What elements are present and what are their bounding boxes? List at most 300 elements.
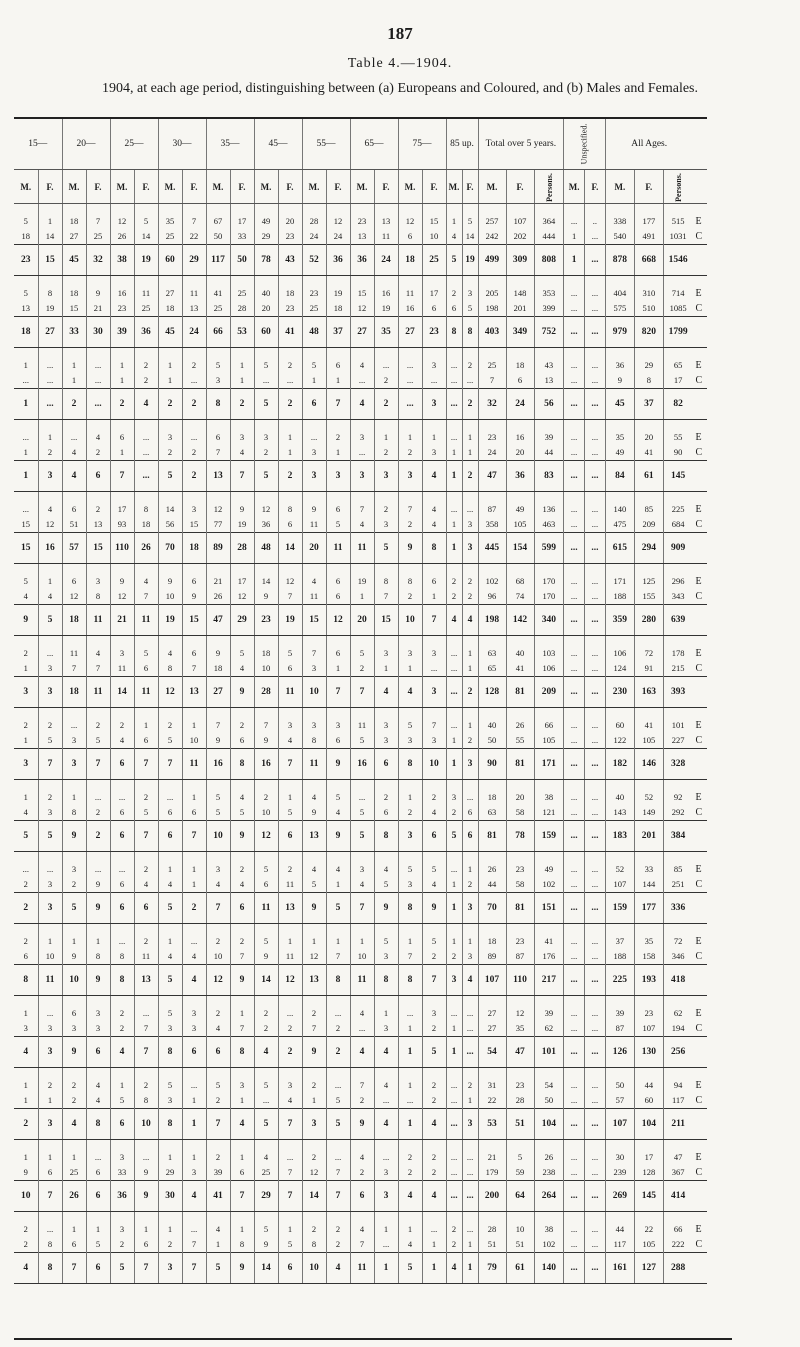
table-cell: 146 <box>634 749 663 780</box>
table-cell: ... <box>585 677 606 708</box>
total-row <box>14 677 707 708</box>
table-cell: 4 <box>38 589 62 605</box>
table-cell: 23 <box>350 204 374 230</box>
table-cell: ... <box>446 1068 462 1094</box>
table-cell: 2 <box>86 805 110 821</box>
table-cell: 35 <box>506 1021 534 1037</box>
table-cell: 124 <box>605 661 634 677</box>
table-cell: 3 <box>350 852 374 878</box>
table-cell: ... <box>564 852 585 878</box>
table-cell: 8 <box>398 893 422 924</box>
table-cell: 2 <box>23 720 28 730</box>
table-cell: 51 <box>478 1237 506 1253</box>
table-cell: 1 <box>278 445 302 461</box>
table-cell: 32 <box>86 245 110 276</box>
table-cell: 5 <box>23 288 28 298</box>
race-tag: E <box>695 936 702 947</box>
table-cell: 1 <box>230 1140 254 1166</box>
table-cell: 36 <box>605 348 634 374</box>
sex-header-male-8: M. <box>206 170 230 204</box>
table-cell: 36 <box>254 517 278 533</box>
table-cell: 1 <box>38 924 62 950</box>
table-cell: 11 <box>350 708 374 734</box>
table-cell: ... <box>254 373 278 389</box>
table-cell: 178 <box>663 636 692 662</box>
table-cell: 2 <box>110 1021 134 1037</box>
table-cell: 16 <box>38 533 62 564</box>
table-cell: 24 <box>182 317 206 348</box>
table-cell: 48 <box>302 317 326 348</box>
table-cell: 7 <box>134 821 158 852</box>
total-row <box>14 965 707 996</box>
table-cell: 3 <box>462 517 478 533</box>
table-cell: 5 <box>350 636 374 662</box>
table-cell: 444 <box>534 229 564 245</box>
table-cell: 8 <box>374 821 398 852</box>
table-cell: 346 <box>663 949 692 965</box>
age-header-45: 45— <box>254 118 302 170</box>
table-cell: 6 <box>110 420 134 446</box>
table-cell: 143 <box>605 805 634 821</box>
table-cell: ... <box>446 492 462 518</box>
table-cell: 41 <box>206 1181 230 1212</box>
table-cell: 2 <box>158 445 182 461</box>
table-cell: ... <box>462 1021 478 1037</box>
table-cell: 7 <box>38 749 62 780</box>
table-cell: 3 <box>62 852 86 878</box>
table-cell: 19 <box>38 301 62 317</box>
table-cell: 1 <box>462 1237 478 1253</box>
table-cell: 47 <box>663 1140 692 1166</box>
table-cell: 14 <box>134 229 158 245</box>
table-cell: 2 <box>134 1068 158 1094</box>
table-cell: 66 <box>534 708 564 734</box>
table-cell: 13 <box>134 965 158 996</box>
table-cell: 44 <box>478 877 506 893</box>
table-cell: 1 <box>182 1140 206 1166</box>
table-cell: 15 <box>62 301 86 317</box>
sex-header-female-21: F. <box>506 170 534 204</box>
table-cell: 6 <box>462 805 478 821</box>
table-cell: 8 <box>158 1037 182 1068</box>
coloured-row <box>14 877 707 893</box>
table-cell: 3 <box>398 733 422 749</box>
table-cell: 2 <box>14 1109 38 1140</box>
table-cell: 2 <box>254 445 278 461</box>
table-cell: 9 <box>86 965 110 996</box>
race-tag: C <box>695 1167 703 1178</box>
table-cell: 28 <box>302 204 326 230</box>
europeans-row <box>14 348 707 374</box>
table-cell: 87 <box>506 949 534 965</box>
table-cell: 11 <box>278 877 302 893</box>
table-cell: 5 <box>302 877 326 893</box>
table-cell: 5 <box>374 924 398 950</box>
table-cell: 1 <box>182 1109 206 1140</box>
table-cell: 30 <box>86 317 110 348</box>
table-cell: 26 <box>62 1181 86 1212</box>
race-tag <box>693 893 707 924</box>
table-cell: 7 <box>278 589 302 605</box>
table-cell: 5 <box>254 924 278 950</box>
table-cell: 7 <box>478 373 506 389</box>
table-cell: 28 <box>230 533 254 564</box>
table-cell: ... <box>398 996 422 1022</box>
table-cell: 15 <box>86 533 110 564</box>
table-cell: ... <box>110 924 134 950</box>
table-cell: 296 <box>663 564 692 590</box>
table-cell: ... <box>134 1140 158 1166</box>
table-cell: 7 <box>182 1253 206 1284</box>
table-cell: 3 <box>158 420 182 446</box>
table-cell: ... <box>374 1093 398 1109</box>
table-cell: ... <box>86 780 110 806</box>
table-cell: 3 <box>302 708 326 734</box>
coloured-row <box>14 445 707 461</box>
table-cell: 81 <box>478 821 506 852</box>
table-cell: 1 <box>398 1068 422 1094</box>
table-cell: 13 <box>350 229 374 245</box>
table-cell: 20 <box>278 204 302 230</box>
table-cell: 9 <box>134 1165 158 1181</box>
table-cell: 7 <box>302 636 326 662</box>
table-cell: 7 <box>326 389 350 420</box>
table-cell: 2 <box>182 461 206 492</box>
table-cell: 251 <box>663 877 692 893</box>
table-cell: ... <box>585 661 606 677</box>
race-tag: C <box>695 519 703 530</box>
table-cell: 1 <box>398 1037 422 1068</box>
table-cell: 3 <box>462 893 478 924</box>
table-cell: 9 <box>206 636 230 662</box>
table-cell: ... <box>422 1212 446 1238</box>
table-cell: 57 <box>62 533 86 564</box>
table-cell: 5 <box>462 301 478 317</box>
table-cell: 18 <box>506 348 534 374</box>
table-cell: 2 <box>326 1212 350 1238</box>
table-cell: 2 <box>422 1093 446 1109</box>
table-cell: 6 <box>182 805 206 821</box>
table-cell: 3 <box>182 1021 206 1037</box>
table-cell: 170 <box>534 589 564 605</box>
table-cell: 599 <box>534 533 564 564</box>
table-cell: 136 <box>534 492 564 518</box>
table-cell: 28 <box>478 1212 506 1238</box>
table-cell: 4 <box>158 949 182 965</box>
table-cell: 13 <box>534 373 564 389</box>
table-cell: 19 <box>374 301 398 317</box>
table-cell: 2 <box>134 924 158 950</box>
table-cell: 25 <box>206 301 230 317</box>
table-cell: ... <box>422 661 446 677</box>
table-cell: 2 <box>446 1212 462 1238</box>
table-cell: 63 <box>478 636 506 662</box>
table-cell: ... <box>326 1068 350 1094</box>
table-cell: 8 <box>158 661 182 677</box>
table-cell: 349 <box>506 317 534 348</box>
table-cell: 9 <box>605 373 634 389</box>
table-cell: 2 <box>206 996 230 1022</box>
table-cell: 45 <box>158 317 182 348</box>
table-cell: 2 <box>62 389 86 420</box>
table-cell: 1 <box>278 780 302 806</box>
table-cell: 6 <box>326 589 350 605</box>
table-cell: 11 <box>302 589 326 605</box>
table-cell: 5 <box>350 821 374 852</box>
table-cell: 1 <box>398 661 422 677</box>
table-cell: 61 <box>506 1253 534 1284</box>
table-cell: ... <box>585 805 606 821</box>
sex-header-male-25: M. <box>605 170 634 204</box>
table-cell: 1 <box>398 1212 422 1238</box>
table-cell: 11 <box>350 965 374 996</box>
table-cell: 1 <box>230 1093 254 1109</box>
table-cell: 49 <box>605 445 634 461</box>
table-cell: 23 <box>278 301 302 317</box>
table-cell: 3 <box>86 1021 110 1037</box>
table-cell: ... <box>38 996 62 1022</box>
table-cell: 7 <box>62 661 86 677</box>
table-cell: 1 <box>446 924 462 950</box>
table-cell: 7 <box>326 949 350 965</box>
table-cell: 1 <box>62 780 86 806</box>
table-cell: 215 <box>663 661 692 677</box>
table-cell: 10 <box>398 605 422 636</box>
table-cell: 10 <box>134 1109 158 1140</box>
table-cell: 53 <box>478 1109 506 1140</box>
total-row <box>14 1037 707 1068</box>
table-cell: 1 <box>326 445 350 461</box>
table-cell: 1 <box>23 360 28 370</box>
table-cell: 105 <box>634 1237 663 1253</box>
table-cell: 6 <box>134 733 158 749</box>
table-cell: 12 <box>350 301 374 317</box>
table-cell: 1 <box>302 373 326 389</box>
table-cell: ... <box>564 893 585 924</box>
table-cell: 27 <box>158 276 182 302</box>
table-cell: 7 <box>230 949 254 965</box>
table-cell: ... <box>62 420 86 446</box>
table-cell: 18 <box>134 517 158 533</box>
table-cell: ... <box>585 229 606 245</box>
table-cell: 29 <box>230 605 254 636</box>
table-cell: 9 <box>62 949 86 965</box>
sex-header-male-10: M. <box>254 170 278 204</box>
race-tag: C <box>695 735 703 746</box>
table-cell: 24 <box>326 229 350 245</box>
table-cell: 6 <box>62 492 86 518</box>
table-cell: 5 <box>302 348 326 374</box>
table-cell: 6 <box>326 733 350 749</box>
table-cell: 177 <box>634 204 663 230</box>
table-cell: 5 <box>206 805 230 821</box>
table-cell: 55 <box>506 733 534 749</box>
table-cell: 1 <box>110 373 134 389</box>
table-cell: 36 <box>506 461 534 492</box>
table-cell: 10 <box>302 677 326 708</box>
table-cell: 8 <box>326 965 350 996</box>
table-cell: 5 <box>158 733 182 749</box>
race-tag: E <box>695 288 702 299</box>
table-cell: 25 <box>478 348 506 374</box>
table-cell: 639 <box>663 605 692 636</box>
table-cell: 52 <box>605 852 634 878</box>
table-cell: 17 <box>230 564 254 590</box>
europeans-row <box>14 420 707 446</box>
table-cell: 3 <box>326 708 350 734</box>
table-cell: 2 <box>38 708 62 734</box>
table-cell: 5 <box>206 780 230 806</box>
table-cell: 7 <box>206 1109 230 1140</box>
table-cell: 6 <box>62 1237 86 1253</box>
table-cell: 615 <box>605 533 634 564</box>
table-cell: 11 <box>254 893 278 924</box>
table-cell: 43 <box>278 245 302 276</box>
table-cell: 4 <box>206 877 230 893</box>
table-cell: 30 <box>158 1181 182 1212</box>
table-cell: ... <box>585 749 606 780</box>
table-cell: 21 <box>478 1140 506 1166</box>
table-cell: 81 <box>506 677 534 708</box>
table-cell: 5 <box>326 893 350 924</box>
table-cell: ... <box>585 276 606 302</box>
table-cell: 6 <box>134 893 158 924</box>
table-cell: 7 <box>350 677 374 708</box>
table-cell: 22 <box>634 1212 663 1238</box>
table-cell: 4 <box>422 461 446 492</box>
table-cell: 51 <box>506 1237 534 1253</box>
table-cell: 18 <box>62 677 86 708</box>
table-cell: 294 <box>634 533 663 564</box>
table-cell: 6 <box>86 1165 110 1181</box>
table-cell: 30 <box>605 1140 634 1166</box>
table-cell: 310 <box>634 276 663 302</box>
table-cell: 4 <box>326 805 350 821</box>
table-cell: 36 <box>326 245 350 276</box>
table-cell: 53 <box>230 317 254 348</box>
table-cell: 22 <box>182 229 206 245</box>
table-cell: 2 <box>158 708 182 734</box>
sex-header-row <box>14 170 707 204</box>
table-cell: 50 <box>534 1093 564 1109</box>
table-cell: 5 <box>254 389 278 420</box>
table-title: Table 4.—1904. <box>347 56 453 71</box>
table-cell: 4 <box>326 852 350 878</box>
table-cell: 77 <box>206 517 230 533</box>
table-cell: 4 <box>350 996 374 1022</box>
table-cell: 4 <box>134 564 158 590</box>
table-cell: 16 <box>350 749 374 780</box>
total-row <box>14 605 707 636</box>
table-cell: ... <box>585 708 606 734</box>
table-cell: 29 <box>634 348 663 374</box>
table-cell: 2 <box>254 780 278 806</box>
table-cell: 5 <box>62 893 86 924</box>
table-cell: 1 <box>62 1212 86 1238</box>
table-cell: 4 <box>62 445 86 461</box>
table-cell: 1 <box>230 373 254 389</box>
table-cell: 90 <box>478 749 506 780</box>
table-cell: 7 <box>350 1237 374 1253</box>
table-cell: ... <box>462 1165 478 1181</box>
table-cell: 4 <box>38 492 62 518</box>
sex-header-male-2: M. <box>62 170 86 204</box>
table-cell: 2 <box>326 1021 350 1037</box>
table-cell: 128 <box>478 677 506 708</box>
sex-header-tag-spacer <box>693 170 707 204</box>
table-cell: 2 <box>230 708 254 734</box>
table-cell: 2 <box>446 1237 462 1253</box>
table-cell: 15 <box>182 605 206 636</box>
table-cell: 16 <box>374 276 398 302</box>
race-tag: E <box>695 648 702 659</box>
total-over-5-header: Total over 5 years. <box>478 118 564 170</box>
table-cell: 3 <box>38 677 62 708</box>
table-cell: 33 <box>230 229 254 245</box>
table-cell: 6 <box>86 461 110 492</box>
table-cell: ... <box>564 461 585 492</box>
table-cell: 57 <box>605 1093 634 1109</box>
table-cell: 25 <box>254 1165 278 1181</box>
table-cell: 2 <box>23 936 28 946</box>
table-cell: 6 <box>326 348 350 374</box>
table-cell: 12 <box>110 589 134 605</box>
table-cell: 2 <box>462 733 478 749</box>
coloured-row <box>14 805 707 821</box>
table-cell: 2 <box>374 373 398 389</box>
table-cell: ... <box>585 301 606 317</box>
table-cell: 979 <box>605 317 634 348</box>
table-cell: 1085 <box>663 301 692 317</box>
table-cell: ... <box>564 924 585 950</box>
table-cell: 14 <box>254 1253 278 1284</box>
table-cell: 11 <box>86 605 110 636</box>
table-cell: ... <box>585 420 606 446</box>
table-cell: 359 <box>605 605 634 636</box>
table-cell: 475 <box>605 517 634 533</box>
table-cell: 9 <box>302 805 326 821</box>
table-cell: 2 <box>422 1140 446 1166</box>
table-cell: 2 <box>134 348 158 374</box>
table-cell: 39 <box>110 317 134 348</box>
table-cell: 5 <box>278 805 302 821</box>
table-cell: ... <box>585 1109 606 1140</box>
table-cell: 3 <box>374 733 398 749</box>
table-cell: 13 <box>302 965 326 996</box>
table-cell: 2 <box>398 589 422 605</box>
table-cell: 684 <box>663 517 692 533</box>
table-cell: ... <box>585 461 606 492</box>
table-cell: 2 <box>86 708 110 734</box>
table-cell: 18 <box>62 204 86 230</box>
table-cell: 12 <box>302 1165 326 1181</box>
table-cell: 4 <box>350 1037 374 1068</box>
table-cell: 4 <box>446 605 462 636</box>
table-cell: 353 <box>534 276 564 302</box>
table-cell: 414 <box>663 1181 692 1212</box>
total-row <box>14 317 707 348</box>
table-cell: 55 <box>663 420 692 446</box>
table-cell: 13 <box>182 301 206 317</box>
table-cell: 60 <box>254 317 278 348</box>
table-cell: 6 <box>110 821 134 852</box>
table-cell: 4 <box>110 1037 134 1068</box>
table-cell: 193 <box>634 965 663 996</box>
table-cell: ... <box>254 1093 278 1109</box>
table-cell: ... <box>564 389 585 420</box>
table-cell: 2 <box>182 445 206 461</box>
table-cell: 107 <box>634 1021 663 1037</box>
